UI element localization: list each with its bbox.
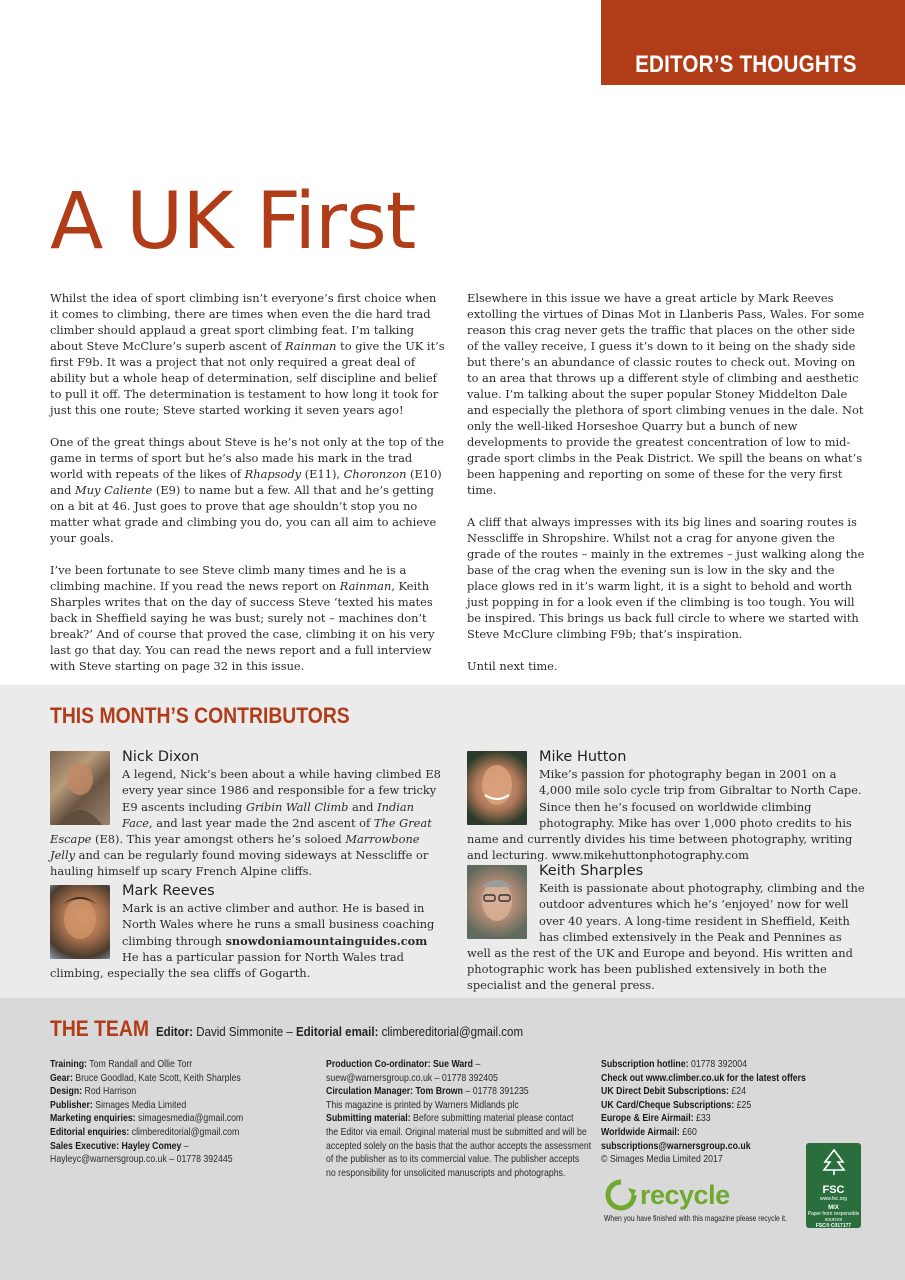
article-paragraph: I’ve been fortunate to see Steve climb many times and he is a climbing machine. If you read the news report on Rainman, Keith Sharples writes that on the day of success Steve ‘texted his mates back in Sheffield saying he was bust; surely not – machines don’t break?’ And of course that proved the case, climbing it on his very last go that day. You can read the news report and a full interview with Steve starting on page 32 in this issue. — [50, 563, 435, 673]
article-paragraph: Elsewhere in this issue we have a great article by Mark Reeves extolling the virtues of Dinas Mot in Llanberis Pass, Wales. For some reason this crag never gets the traffic that places on the other side of the valley receive, I guess it’s down to it being on the shady side but there’s an abundance of classic routes to check out. Moving on to an area that throws up a different style of climbing and aesthetic value. I’m talking about the super popular Stoney Middelton Dale and especially the plethora of sport climbing venues in the dale. Not only the well-liked Horseshoe Quarry but a bunch of new developments to provide the greatest concentration of low to mid-grade sport climbs in the Peak District. We spill the beans on what’s been happening and reporting on some of these for the very first time. — [467, 291, 865, 497]
team-line: Circulation Manager: Tom Brown – 01778 391235 — [326, 1086, 529, 1098]
article-paragraph: Until next time. — [467, 659, 558, 673]
team-line: the Editor via email. Original material must be submitted and will be — [326, 1126, 587, 1138]
team-line: Subscription hotline: 01778 392004 — [601, 1059, 747, 1070]
team-line: Worldwide Airmail: £60 — [601, 1126, 697, 1138]
team-line: This magazine is printed by Warners Midlands plc — [326, 1099, 519, 1111]
contributor-name: Mike Hutton — [539, 749, 627, 765]
team-column-subscriptions — [601, 1058, 822, 1167]
team-line: of the publisher as to its commercial value. The publisher accepts — [326, 1154, 580, 1166]
contributor-bio: Keith is passionate about photography, climbing and the outdoor adventures which he’s ‘enjoyed’ now for well over 40 years. A long-time resident in Sheffield, Keith has climbed extensively in the Peak and Pennines as well as the rest of the UK and Europe and beyond. His written and photographic work has been published extensively in both the specialist and the general press. — [467, 881, 865, 993]
section-banner-label: EDITOR’S THOUGHTS — [635, 51, 857, 78]
team-line: no responsibility for unsolicited manuscripts and photographs. — [326, 1167, 566, 1179]
contributor-photo — [50, 751, 110, 825]
portrait-photo-icon — [467, 865, 527, 939]
team-line: Training: Tom Randall and Ollie Torr — [50, 1059, 193, 1070]
section-banner — [601, 0, 905, 85]
team-line: Publisher: Simages Media Limited — [50, 1099, 187, 1111]
fsc-tree-icon — [819, 1147, 849, 1177]
portrait-photo-icon — [467, 751, 527, 825]
recycle-note: When you have finished with this magazine please recycle it. — [604, 1214, 787, 1223]
climber-photo-icon — [50, 751, 110, 825]
recycle-logo — [604, 1178, 794, 1223]
team-line: subscriptions@warnersgroup.co.uk — [601, 1140, 751, 1152]
team-line: Submitting material: Before submitting material please contact — [326, 1113, 574, 1125]
contributor-keith-sharples — [467, 863, 867, 994]
team-column-staff — [50, 1058, 305, 1167]
team-line: Production Co-ordinator: Sue Ward – — [326, 1059, 481, 1070]
article-column-left — [50, 290, 448, 690]
contributor-photo — [50, 885, 110, 959]
team-line: Europe & Eire Airmail: £33 — [601, 1113, 711, 1125]
contributor-name: Mark Reeves — [122, 883, 215, 899]
team-line: UK Direct Debit Subscriptions: £24 — [601, 1086, 746, 1098]
contributor-bio: A legend, Nick’s been about a while having climbed E8 every year since 1986 and responsible for a few tricky E9 ascents including Gribin Wall Climb and Indian Face, and last year made the 2nd ascent of The Great Escape (E8). This year amongst others he’s soloed Marrowbone Jelly and can be regularly found moving sideways at Nesscliffe or hauling himself up scary French Alpine cliffs. — [50, 767, 441, 879]
team-panel — [0, 998, 905, 1280]
editorial-email-link[interactable]: climbereditorial@gmail.com — [381, 1025, 524, 1039]
team-editor-line: Editor: David Simmonite – Editorial email: climbereditorial@gmail.com — [156, 1025, 524, 1039]
contributor-bio: Mike’s passion for photography began in 2001 on a 4,000 mile solo cycle trip from Gibraltar to North Cape. Since then he’s focused on worldwide climbing photography. Mike has over 1,000 photo credits to his name and currently divides his time between photography, writing and lecturing. www.mikehuttonphotography.com — [467, 767, 862, 863]
recycle-word: recycle — [640, 1179, 730, 1210]
article-paragraph: Whilst the idea of sport climbing isn’t everyone’s first choice when it comes to climbing, there are times when even the die hard trad climber should applaud a great sport climbing feat. I’m talking about Steve McClure’s superb ascent of Rainman to give the UK it’s first F9b. It was a project that not only required a great deal of ability but a whole heap of determination, self discipline and belief to pull it off. The determination is testament to how long it took for just this one route; Steve started working it seven years ago! — [50, 291, 445, 417]
team-line: Design: Rod Harrison — [50, 1086, 137, 1098]
contributors-title: THIS MONTH’S CONTRIBUTORS — [50, 703, 350, 728]
team-header — [50, 1016, 524, 1042]
article-column-right — [467, 290, 865, 722]
article-paragraph: One of the great things about Steve is he’s not only at the top of the game in terms of sport but he’s also made his mark in the trad world with repeats of the likes of Rhapsody (E11), Choronzon (E10) and Muy Caliente (E9) to name but a few. All that and he’s getting on a bit at 46. Just goes to prove that age shouldn’t stop you no matter what grade and climbing you do, you can all aim to achieve your goals. — [50, 435, 445, 545]
page-title: A UK First — [50, 177, 416, 267]
portrait-photo-icon — [50, 885, 110, 959]
team-line: Sales Executive: Hayley Comey – — [50, 1140, 189, 1152]
team-line: Hayleyc@warnersgroup.co.uk – 01778 392445 — [50, 1154, 233, 1166]
team-line: accepted solely on the basis that the author accepts the assessment — [326, 1140, 592, 1152]
contributor-name: Keith Sharples — [539, 863, 644, 879]
team-line: Gear: Bruce Goodlad, Kate Scott, Keith Sharples — [50, 1072, 241, 1084]
contributor-mark-reeves — [50, 883, 446, 981]
team-line: Marketing enquiries: simagesmedia@gmail.com — [50, 1113, 244, 1125]
website-link[interactable]: snowdoniamountainguides.com — [225, 933, 428, 948]
contributors-panel — [0, 685, 905, 998]
fsc-badge: FSC www.fsc.org MIX Paper from responsible sources FSC® C017177 — [806, 1143, 861, 1228]
team-line: Check out www.climber.co.uk for the latest offers — [601, 1072, 806, 1084]
recycle-icon — [604, 1178, 638, 1212]
team-line: Editorial enquiries: climbereditorial@gmail.com — [50, 1126, 240, 1138]
contributor-name: Nick Dixon — [122, 749, 200, 765]
team-line: suew@warnersgroup.co.uk – 01778 392405 — [326, 1072, 498, 1084]
contributor-nick-dixon — [50, 749, 446, 880]
contributor-bio: Mark is an active climber and author. He is based in North Wales where he runs a small business coaching climbing through snowdoniamountainguides.com He has a particular passion for North Wales trad climbing, especially the sea cliffs of Gogarth. — [50, 901, 435, 981]
contributor-photo — [467, 751, 527, 825]
team-title: THE TEAM — [50, 1016, 149, 1041]
team-line: UK Card/Cheque Subscriptions: £25 — [601, 1099, 752, 1111]
contributor-mike-hutton — [467, 749, 867, 863]
article-paragraph: A cliff that always impresses with its big lines and soaring routes is Nesscliffe in Shropshire. Whilst not a crag for anyone given the grade of the routes – mainly in the extremes – just walking along the base of the crag when the evening sun is low in the sky and the place glows red in it’s warm light, it is a sight to behold and worth just popping in for a look even if the climbing is too tough. You will be inspired. This brings us back full circle to where we started with Steve McClure climbing F9b; that’s inspiration. — [467, 515, 865, 641]
contributor-photo — [467, 865, 527, 939]
team-line: © Simages Media Limited 2017 — [601, 1154, 723, 1166]
team-column-production — [326, 1058, 607, 1180]
